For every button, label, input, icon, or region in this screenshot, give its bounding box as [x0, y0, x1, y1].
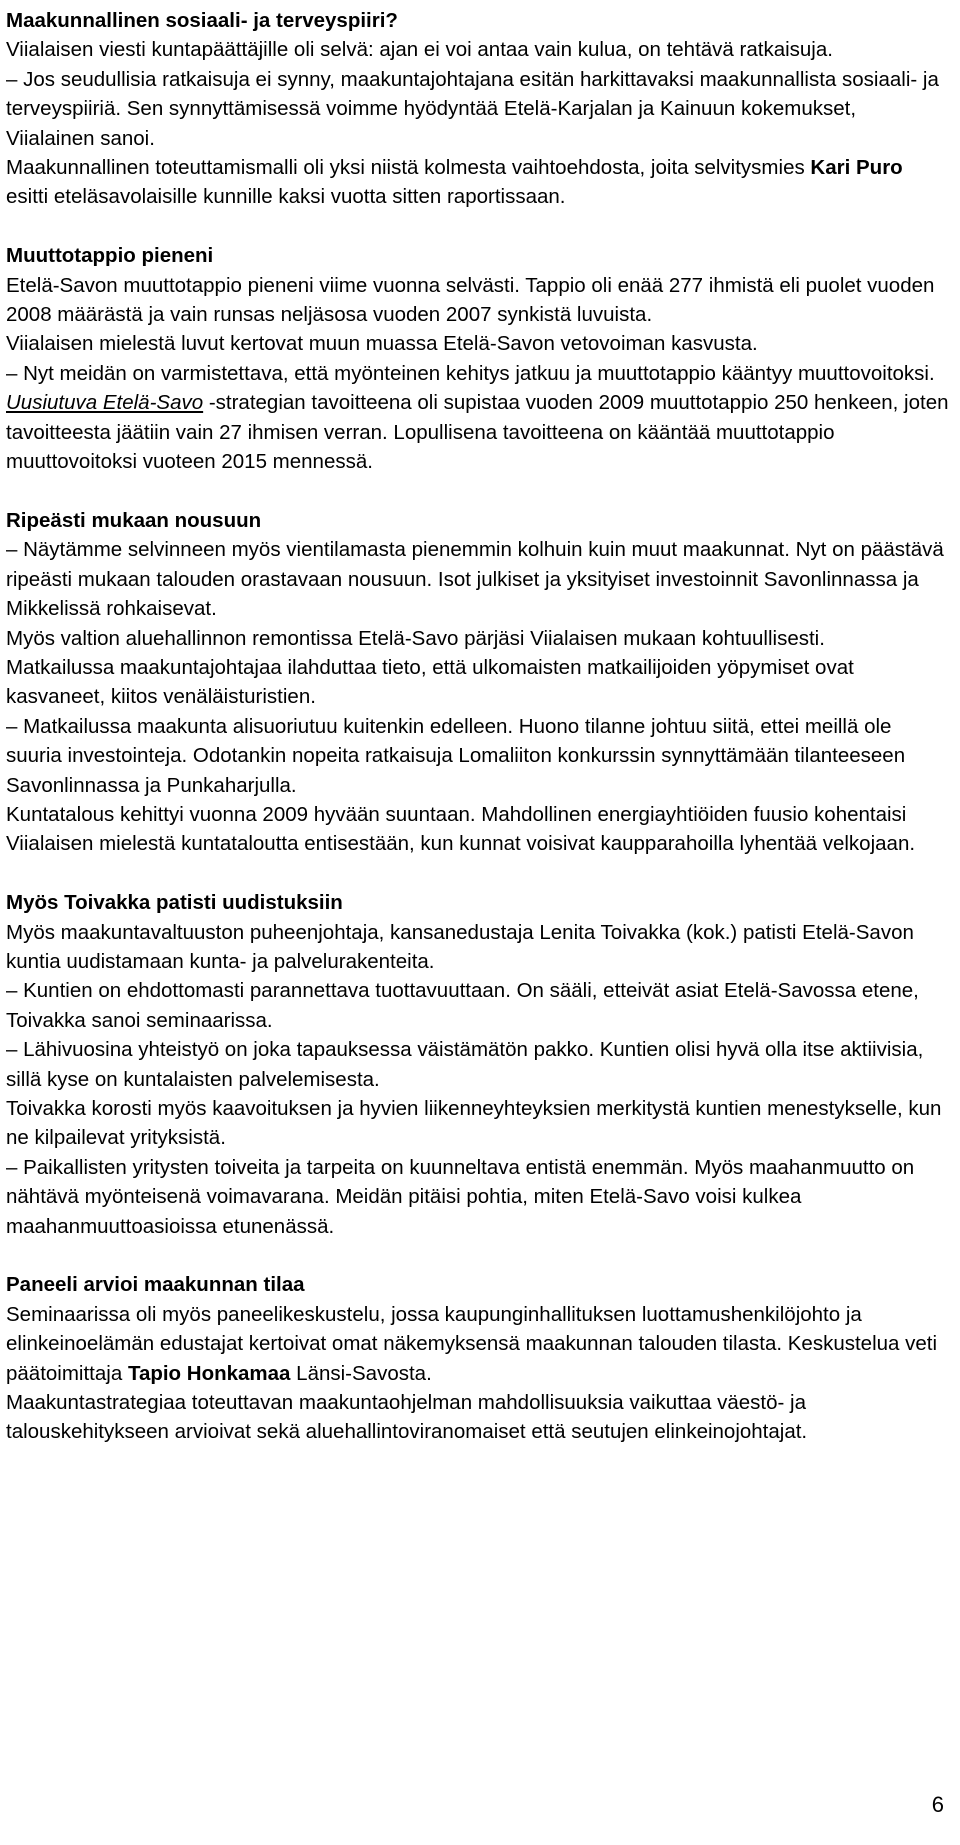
paragraph: [6, 153, 950, 212]
paragraph: [6, 624, 950, 653]
paragraph-text: Myös valtion aluehallinnon remontissa Etelä-Savo pärjäsi Viialaisen mukaan kohtuullisesti.: [6, 626, 825, 650]
paragraph: [6, 653, 950, 712]
paragraph-text: Viialaisen mielestä luvut kertovat muun muassa Etelä-Savon vetovoiman kasvusta.: [6, 332, 758, 356]
paragraph: [6, 800, 950, 859]
paragraph: Myös maakuntavaltuuston puheenjohtaja, kansanedustaja Lenita Toivakka (kok.) patisti Etelä-Savon kuntia uudistamaan kunta- ja palvelurakenteita.: [6, 920, 914, 973]
paragraph: – Näytämme selvinneen myös vientilamasta pienemmin kolhuin kuin muut maakunnat. Nyt on päästävä ripeästi mukaan talouden orastavaan nousuun. Isot julkiset ja yksityiset investoinnit Savonlinnassa ja Mikkelissä rohkaisevat.: [6, 538, 944, 621]
section-heading: Paneeli arvioi maakunnan tilaa: [6, 1273, 305, 1297]
paragraph: [6, 359, 950, 388]
paragraph-text: – Nyt meidän on varmistettava, että myönteinen kehitys jatkuu ja muuttotappio kääntyy muuttovoitoksi.: [6, 361, 935, 385]
paragraph-text: Kuntatalous kehittyi vuonna 2009 hyvään suuntaan. Mahdollinen energiayhtiöiden fuusio kohentaisi Viialaisen mielestä kuntataloutta entisestään, kun kunnat voisivat kaupparahoilla lyhentää velkojaan.: [6, 802, 916, 856]
section-heading: Ripeästi mukaan nousuun: [6, 508, 262, 532]
paragraph: Viialaisen viesti kuntapäättäjille oli selvä: ajan ei voi antaa vain kulua, on tehtävä ratkaisuja.: [6, 38, 833, 62]
paragraph-text: – Jos seudullisia ratkaisuja ei synny, maakuntajohtajana esitän harkittavaksi maakunnallista sosiaali- ja terveyspiiriä. Sen synnyttämisessä voimme hyödyntää Etelä-Karjalan ja Kainuun kokemukset, Viialainen sanoi.: [6, 67, 939, 150]
emphasized-name: Kari Puro: [810, 156, 903, 180]
paragraph-text: Maakuntastrategiaa toteuttavan maakuntaohjelman mahdollisuuksia vaikuttaa väestö- ja talouskehitykseen arvioivat sekä aluehallintoviranomaiset että seutujen elinkeinojohtajat.: [6, 1391, 808, 1444]
paragraph-text: – Matkailussa maakunta alisuoriutuu kuitenkin edelleen. Huono tilanne johtuu siitä, ettei meillä ole suuria investointeja. Odotankin nopeita ratkaisuja Lomaliiton konkurssin synnyttämään tilanteeseen Savonlinnassa ja Punkaharjulla.: [6, 714, 906, 797]
emphasized-name: Tapio Honkamaa: [127, 1361, 291, 1385]
paragraph: [6, 1035, 950, 1094]
paragraph-text: – Paikallisten yritysten toiveita ja tarpeita on kuunneltava entistä enemmän. Myös maahanmuutto on nähtävä myönteisenä voimavarana. Meidän pitäisi pohtia, miten Etelä-Savo voisi kulkea maahanmuuttoasioissa etunenässä.: [6, 1155, 915, 1238]
paragraph-text: – Lähivuosina yhteistyö on joka tapauksessa väistämätön pakko. Kuntien olisi hyvä olla itse aktiivisia, sillä kyse on kuntalaisten palvelemisesta.: [6, 1038, 924, 1091]
paragraph-text: Matkailussa maakuntajohtajaa ilahduttaa tieto, että ulkomaisten matkailijoiden yöpymiset ovat kasvaneet, kiitos venäläisturistien.: [6, 655, 854, 709]
page-number: 6: [931, 1792, 944, 1817]
paragraph-text: Toivakka korosti myös kaavoituksen ja hyvien liikenneyhteyksien merkitystä kuntien menestykselle, kun ne kilpailevat yrityksistä.: [6, 1096, 942, 1150]
paragraph: Seminaarissa oli myös paneelikeskustelu, jossa kaupunginhallituksen luottamushenkilöjohto ja elinkeinoelämän edustajat kertoivat omat näkemyksensä maakunnan talouden tilasta. Keskustelua veti päätoimittaja Tapio Honkamaa Länsi-Savosta.: [6, 1302, 938, 1385]
strategy-name: Uusiutuva Etelä-Savo: [6, 391, 204, 415]
paragraph: [6, 976, 950, 1035]
section-heading: Maakunnallinen sosiaali- ja terveyspiiri?: [6, 9, 398, 32]
section-heading: Myös Toivakka patisti uudistuksiin: [6, 891, 343, 915]
paragraph-text: Maakunnallinen toteuttamismalli oli yksi niistä kolmesta vaihtoehdosta, joita selvitysmies Kari Puro esitti eteläsavolaisille kunnille kaksi vuotta sitten raportissaan.: [6, 156, 903, 209]
paragraph: [6, 712, 950, 800]
section-heading: Muuttotappio pieneni: [6, 244, 214, 268]
document-body: [6, 6, 950, 1447]
paragraph-text: Uusiutuva Etelä-Savo -strategian tavoitteena oli supistaa vuoden 2009 muuttotappio 250 henkeen, joten tavoitteesta jäätiin vain 27 ihmisen verran. Lopullisena tavoitteena on kääntää muuttotappio muuttovoitoksi vuoteen 2015 mennessä.: [6, 391, 949, 474]
paragraph: [6, 1153, 950, 1241]
paragraph: [6, 1388, 950, 1447]
paragraph: Etelä-Savon muuttotappio pieneni viime vuonna selvästi. Tappio oli enää 277 ihmistä eli puolet vuoden 2008 määrästä ja vain runsas neljäsosa vuoden 2007 synkistä luvuista.: [6, 273, 935, 327]
paragraph-text: – Kuntien on ehdottomasti parannettava tuottavuuttaan. On sääli, etteivät asiat Etelä-Savossa etene, Toivakka sanoi seminaarissa.: [6, 979, 919, 1032]
paragraph: [6, 388, 950, 476]
paragraph: [6, 65, 950, 153]
paragraph: [6, 1094, 950, 1153]
paragraph: [6, 329, 950, 358]
